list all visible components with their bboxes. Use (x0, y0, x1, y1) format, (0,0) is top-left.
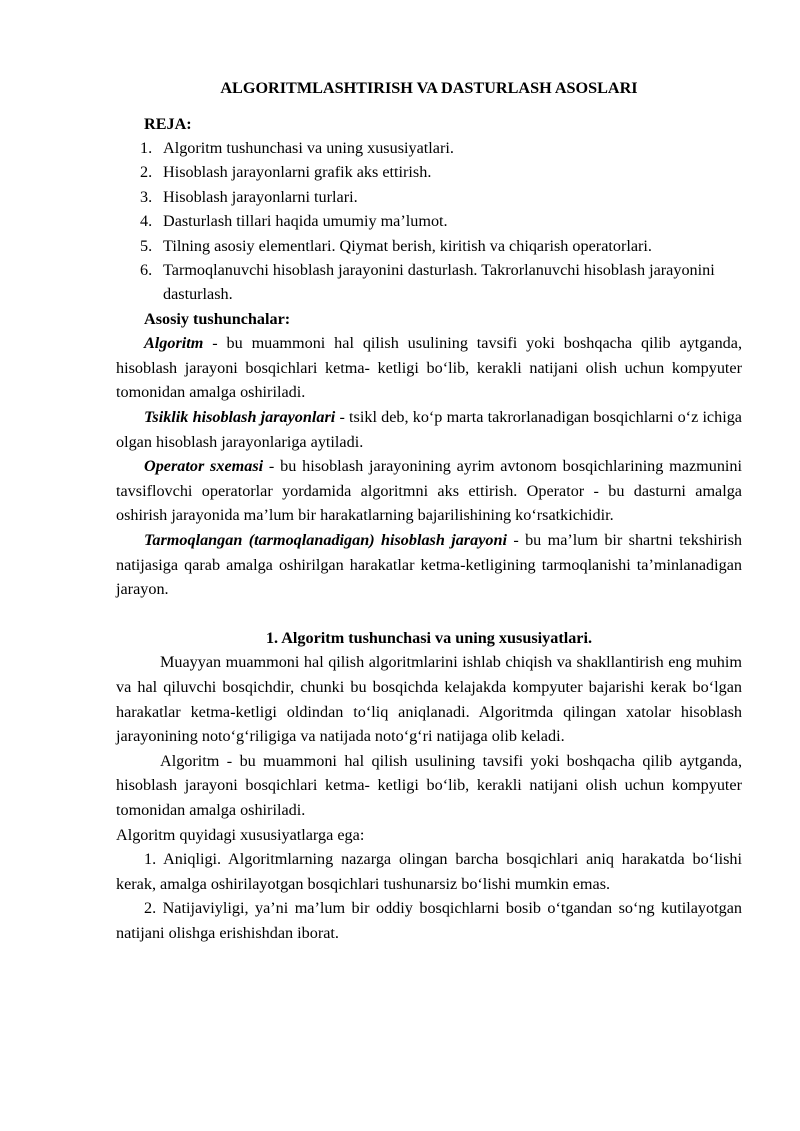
definition-text: - bu hisoblash jarayonining ayrim avtonom bosqichlarining mazmunini tavsiflovchi operatorlar yordamida algoritmni aks ettirish. Operator - bu dasturni amalga oshirish jarayonida ma’lum bir harakatlarning bajarilishining ko‘rsatkichidir. (116, 457, 742, 525)
plan-item-text: Algoritm tushunchasi va uning xususiyatlari. (163, 139, 454, 157)
plan-item (116, 185, 742, 209)
plan-list (116, 136, 742, 307)
plan-item (116, 234, 742, 258)
body-paragraph: Algoritm - bu muammoni hal qilish usulining tavsifi yoki boshqacha qilib aytganda, hisoblash jarayoni bosqichlari ketma- ketligi bo‘lib, kerakli natijani olish uchun kompyuter tomonidan amalga oshiriladi. (116, 751, 742, 819)
definition-term: Tsiklik hisoblash jarayonlari (144, 408, 336, 427)
definition-paragraph (116, 405, 742, 454)
definition-text: - bu ma’lum bir shartni tekshirish natijasiga qarab amalga oshirilgan harakatlar ketma-ketligining tarmoqlanishi ta’minlanadigan jarayon. (116, 531, 743, 599)
plan-heading: REJA: (144, 115, 192, 133)
plan-item-number: 4. (140, 212, 153, 231)
document-page (116, 76, 742, 946)
plan-item-text: Tarmoqlanuvchi hisoblash jarayonini dasturlash. Takrorlanuvchi hisoblash jarayonini dasturlash. (163, 261, 715, 304)
plan-item-text: Dasturlash tillari haqida umumiy ma’lumot. (163, 212, 448, 231)
definition-text: - tsikl deb, ko‘p marta takrorlanadigan bosqichlarni o‘z ichiga olgan hisoblash jarayonlariga aytiladi. (116, 408, 742, 451)
definition-paragraph (116, 331, 742, 405)
section-title: 1. Algoritm tushunchasi va uning xususiyatlari. (265, 628, 593, 647)
document-title: ALGORITMLASHTIRISH VA DASTURLASH ASOSLARI (220, 79, 638, 97)
definition-term: Tarmoqlangan (tarmoqlanadigan) hisoblash jarayoni (144, 531, 507, 549)
plan-item-number: 5. (140, 236, 153, 255)
plan-item-number: 6. (140, 261, 153, 280)
plan-item-text: Tilning asosiy elementlari. Qiymat berish, kiritish va chiqarish operatorlari. (163, 236, 652, 255)
key-concepts-heading: Asosiy tushunchalar: (144, 309, 291, 328)
plan-item (116, 136, 742, 160)
property-item: 1. Aniqligi. Algoritmlarning nazarga olingan barcha bosqichlari aniq harakatda bo‘lishi kerak, amalga oshirilayotgan bosqichlari tushunarsiz bo‘lishi mumkin emas. (116, 850, 742, 893)
definition-term: Operator sxemasi (144, 457, 264, 476)
plan-item (116, 160, 742, 184)
definition-text: - bu muammoni hal qilish usulining tavsifi yoki boshqacha qilib aytganda, hisoblash jarayoni bosqichlari ketma- ketligi bo‘lib, kerakli natijani olish uchun kompyuter tomonidan amalga oshiriladi. (116, 334, 742, 402)
plan-item-number: 1. (140, 139, 153, 157)
properties-intro: Algoritm quyidagi xususiyatlarga ega: (116, 825, 365, 844)
plan-item-number: 3. (140, 187, 153, 206)
plan-item-text: Hisoblash jarayonlarni grafik aks ettirish. (163, 163, 432, 182)
definition-term: Algoritm (144, 334, 204, 353)
plan-item (116, 209, 742, 233)
body-paragraph: Muayyan muammoni hal qilish algoritmlarini ishlab chiqish va shakllantirish eng muhim va hal qiluvchi bosqichdir, chunki bu bosqichda kelajakda kompyuter bajarishi kerak bo‘lgan harakatlar ketma-ketligi oldindan to‘liq aniqlanadi. Algoritmda qilingan xatolar hisoblash jarayonining noto‘g‘riligiga va natijada noto‘g‘ri natijaga olib keladi. (116, 653, 742, 746)
plan-item-number: 2. (140, 163, 153, 182)
plan-item (116, 258, 742, 307)
definition-paragraph (116, 528, 742, 602)
property-item: 2. Natijaviyligi, ya’ni ma’lum bir oddiy bosqichlarni bosib o‘tgandan so‘ng kutilayotgan natijani olishga erishishdan iborat. (116, 899, 742, 942)
plan-item-text: Hisoblash jarayonlarni turlari. (163, 187, 358, 206)
definition-paragraph (116, 454, 742, 528)
